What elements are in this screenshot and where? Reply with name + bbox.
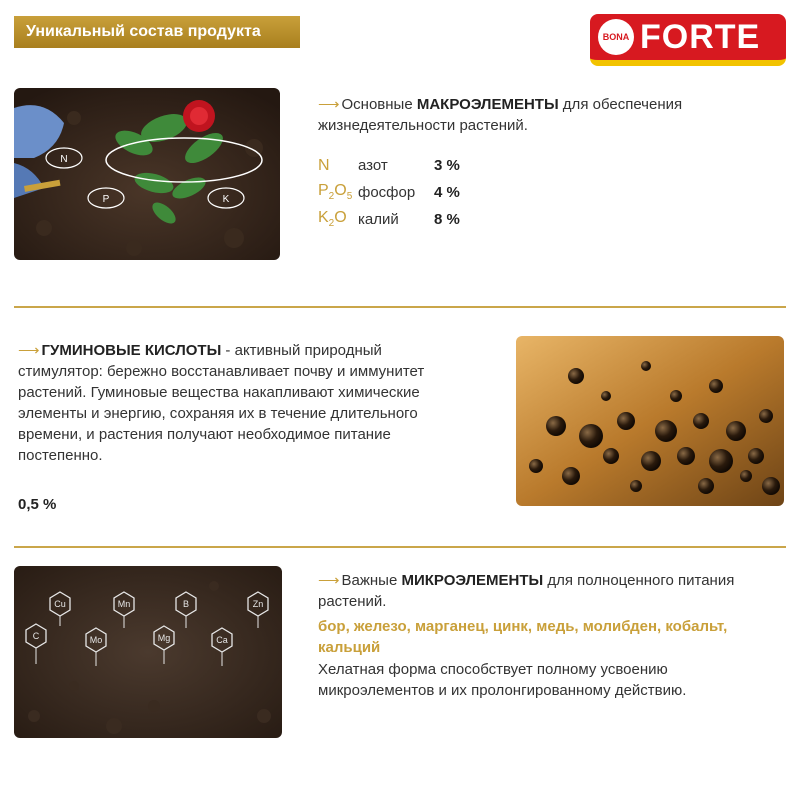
label-b: B [182,599,190,609]
label-c: C [32,631,40,641]
humic-granules-photo [516,336,784,506]
label-ca: Ca [216,635,228,645]
section-divider [14,306,786,308]
element-name: фосфор [358,184,416,201]
micro-intro: ⟶ Важные МИКРОЭЛЕМЕНТЫ для полноценного питания растений. [318,572,735,610]
section-divider [14,546,786,548]
element-symbol: N [318,156,330,174]
micro-element-list: бор, железо, марганец, цинк, медь, молибден, кобальт, кальций [318,618,728,656]
humic-description: ⟶ ГУМИНОВЫЕ КИСЛОТЫ - активный природный стимулятор: бережно восстанавливает почву и иммунитет растений. Гуминовые вещества накапливают химические элементы и энергию, сохраняя их в течение длительного времени, и растения получают необходимое питание постепенно. [18,342,425,464]
element-symbol: $P_2O_5$ [318,182,353,203]
label-p: P [102,194,110,205]
humic-highlight: ГУМИНОВЫЕ КИСЛОТЫ [41,342,222,359]
arrow-icon: ⟶ [318,96,340,113]
table-row [318,206,460,233]
label-n: N [60,154,68,165]
humic-percent: 0,5 % [18,496,57,513]
micro-highlight: МИКРОЭЛЕМЕНТЫ [401,572,544,589]
element-symbol: $K_2O$ [318,209,347,230]
garden-soil-photo [14,88,280,260]
label-mn: Mn [117,599,131,609]
element-percent: 4 % [434,184,460,201]
element-name: азот [358,157,388,174]
header-title: Уникальный состав продукта [14,16,300,48]
macro-table [318,152,460,233]
macro-intro: ⟶ Основные МАКРОЭЛЕМЕНТЫ для обеспечения жизнедеятельности растений. [318,96,683,134]
table-row [318,179,460,206]
label-zn: Zn [252,599,264,609]
label-mo: Mo [89,635,103,645]
element-percent: 8 % [434,211,460,228]
arrow-icon: ⟶ [18,342,40,359]
macro-highlight: МАКРОЭЛЕМЕНТЫ [416,96,559,113]
element-name: калий [358,211,399,228]
element-percent: 3 % [434,157,460,174]
bona-forte-logo [590,14,786,66]
micro-note: Хелатная форма способствует полному усвоению микроэлементов и их пролонгированному действию. [318,661,687,699]
macro-intro-line2: жизнедеятельности растений. [318,117,528,134]
arrow-icon: ⟶ [318,572,340,589]
logo-small-text: BONA [598,19,634,55]
soil-microelements-photo [14,566,282,738]
logo-brand-text: FORTE [640,17,761,56]
label-k: K [222,194,230,205]
table-row [318,152,460,179]
label-cu: Cu [54,599,66,609]
label-mg: Mg [157,633,171,643]
